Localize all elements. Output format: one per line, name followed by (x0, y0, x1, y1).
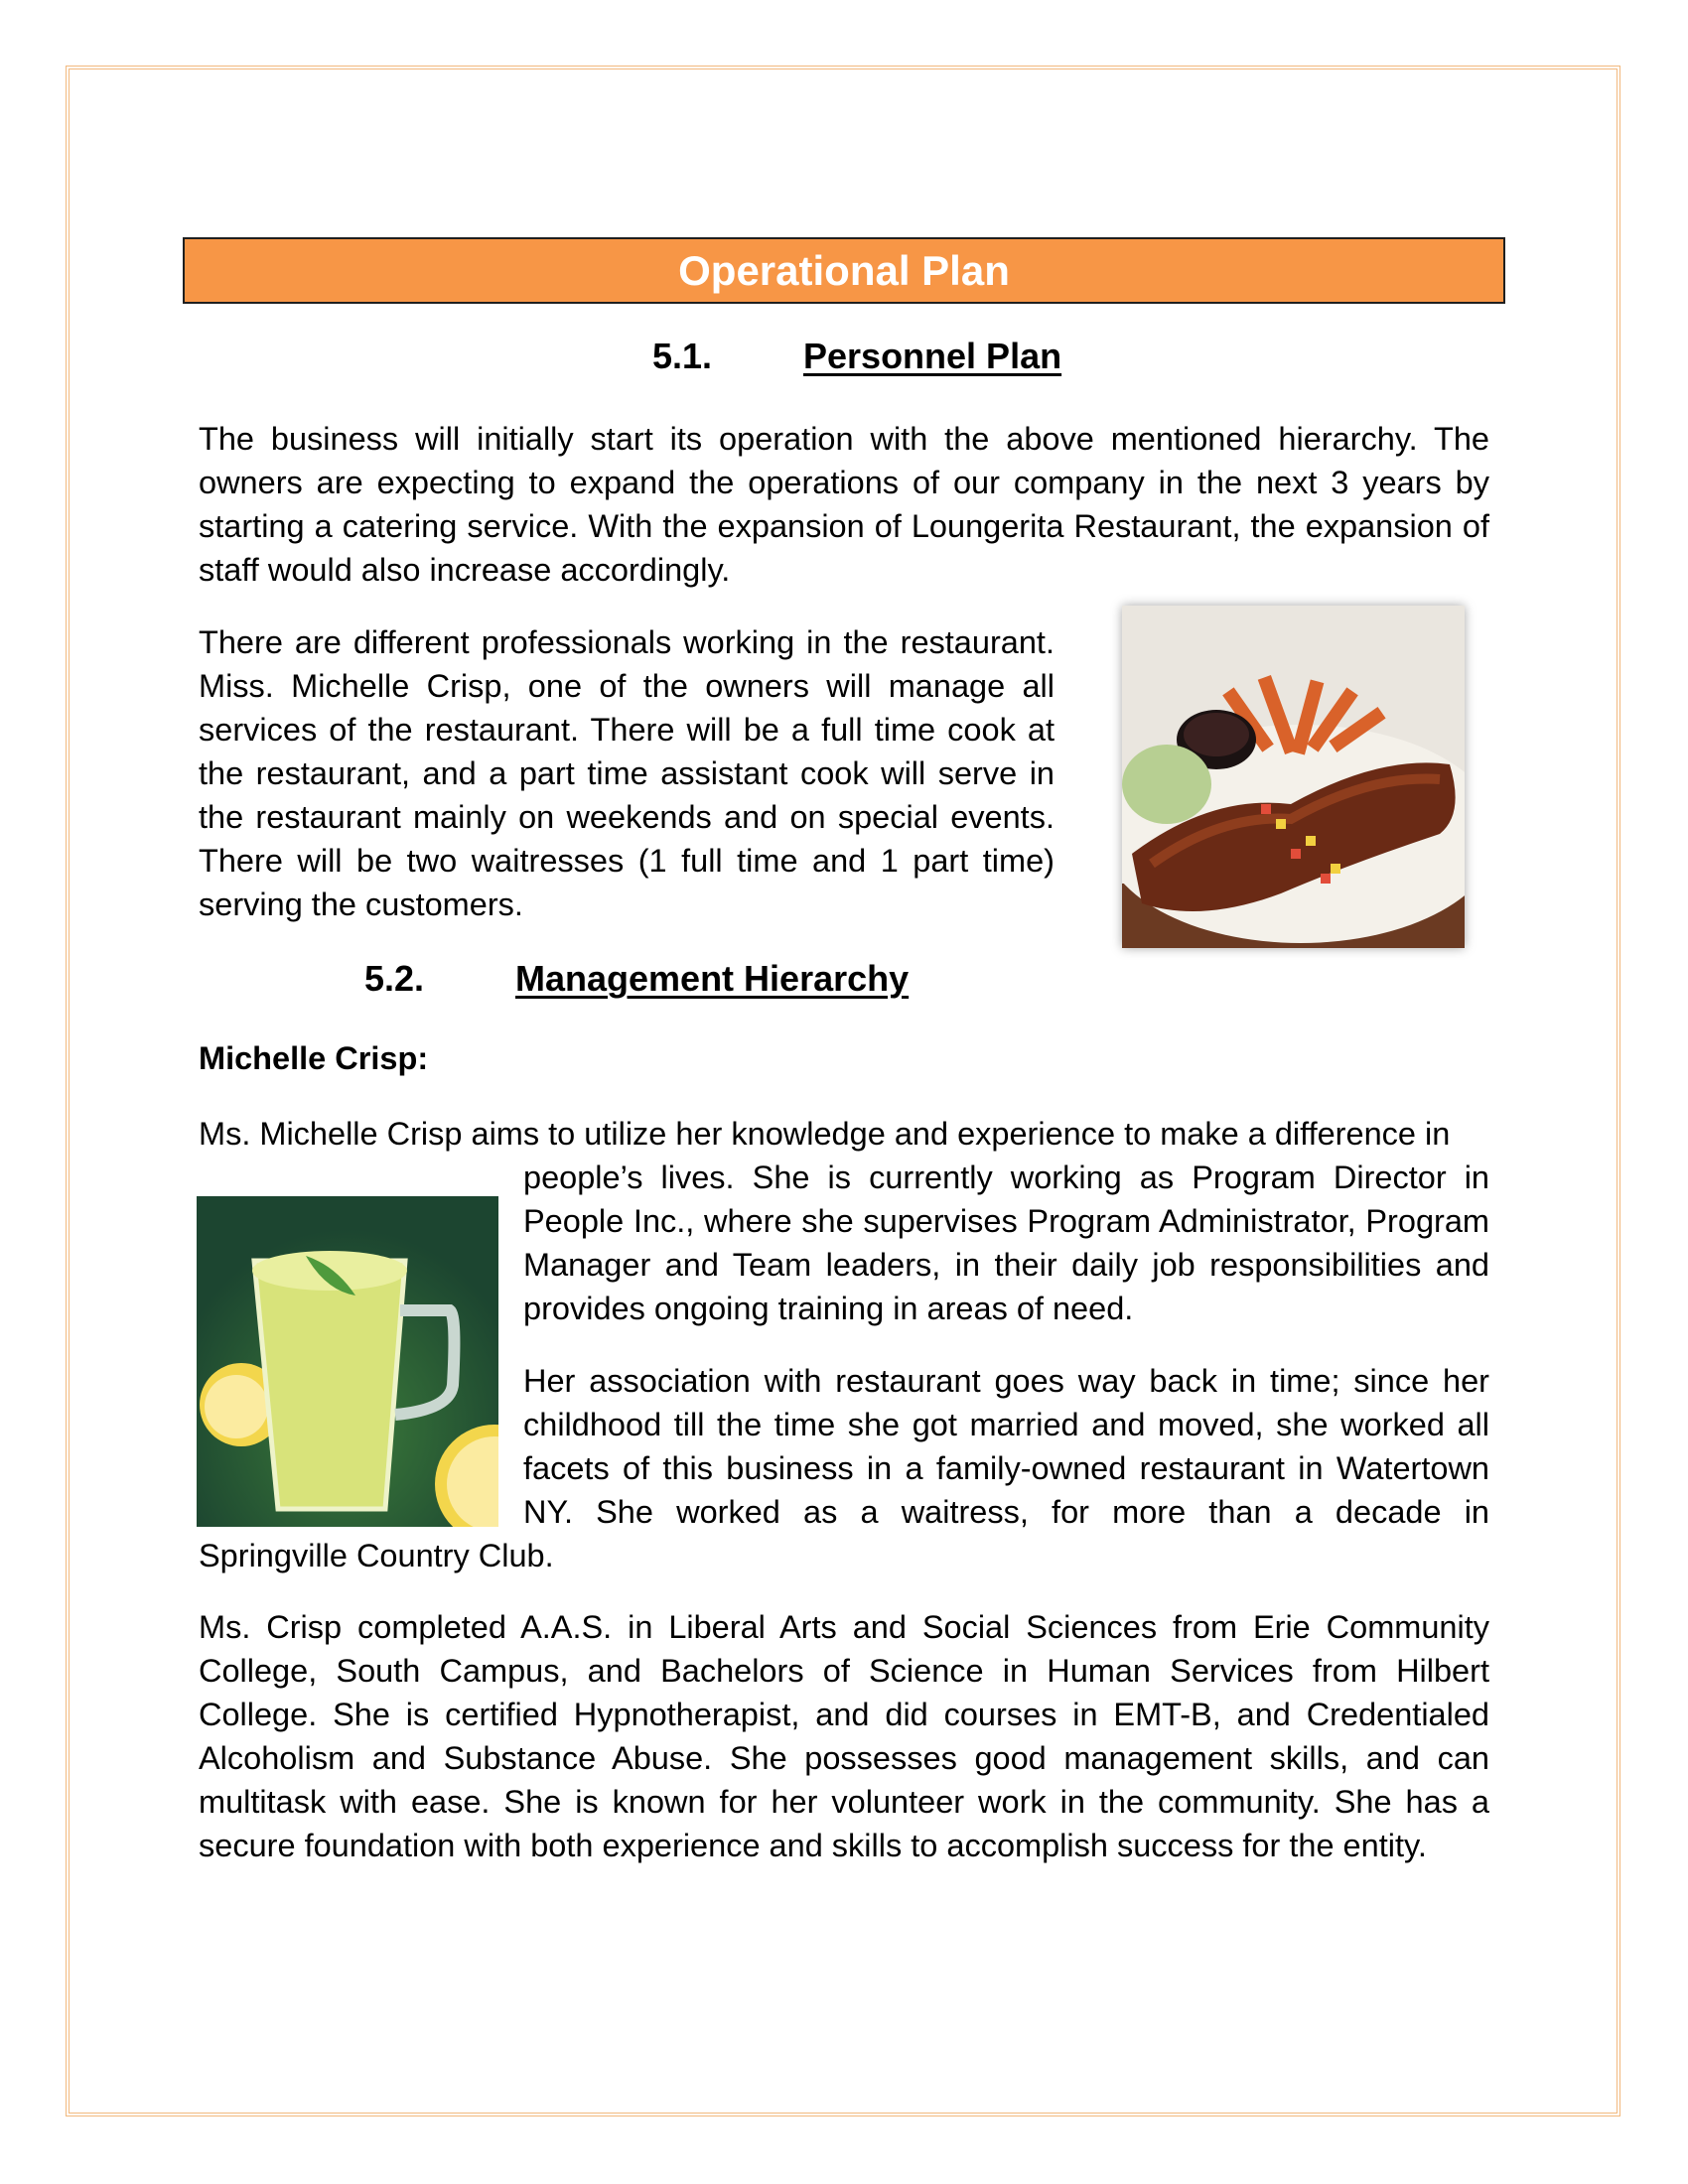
paragraph-text: Ms. Crisp completed A.A.S. in Liberal Arts and Social Sciences from Erie Community College, South Campus, and Bachelors of Science in Human Services from Hilbert College. She is certified Hypnotherapist, and did courses in EMT-B, and Credentialed Alcoholism and Substance Abuse. She possesses good management skills, and can multitask with ease. She is known for her volunteer work in the community. She has a secure foundation with both experience and skills to accomplish success for the entity. (199, 1609, 1489, 1863)
personnel-paragraph-2 (199, 620, 1055, 926)
paragraph-text: Springville Country Club. (199, 1538, 554, 1573)
education-paragraph (199, 1605, 1489, 1867)
paragraph-text: There are different professionals working in the restaurant. Miss. Michelle Crisp, one of the owners will manage all services of the restaurant. There will be a full time cook at the restaurant, and a part time assistant cook will serve in the restaurant mainly on weekends and on special events. There will be two waitresses (1 full time and 1 part time) serving the customers. (199, 624, 1055, 922)
ribs-plate-illustration (1122, 606, 1465, 948)
paragraph-text: people’s lives. She is currently working as Program Director in People Inc., where she supervises Program Administrator, Program Manager and Team leaders, in their daily job responsibilities and provides ongoing training in areas of need. (523, 1160, 1489, 1326)
paragraph-text: The business will initially start its operation with the above mentioned hierarchy. The owners are expecting to expand the operations of our company in the next 3 years by starting a catering service. With the expansion of Loungerita Restaurant, the expansion of staff would also increase accordingly. (199, 421, 1489, 588)
heading-number: 5.1. (652, 336, 713, 376)
heading-number: 5.2. (364, 958, 425, 999)
heading-personnel-plan (652, 336, 1061, 377)
person-label: Michelle Crisp: (199, 1040, 429, 1076)
heading-management-hierarchy (364, 958, 909, 1000)
bio-paragraph-tail (199, 1534, 1489, 1577)
bio-paragraph-wrapped-1 (523, 1156, 1489, 1330)
paragraph-text: Her association with restaurant goes way back in time; since her childhood till the time she got married and moved, she worked all facets of this business in a family-owned restaurant in Watertown NY. She worked as a waitress, for more than a decade in (523, 1363, 1489, 1530)
heading-title: Management Hierarchy (515, 958, 910, 999)
section-banner (183, 237, 1505, 304)
lemonade-illustration (197, 1196, 498, 1527)
paragraph-text: Ms. Michelle Crisp aims to utilize her knowledge and experience to make a difference in (199, 1116, 1451, 1152)
bio-first-line (199, 1112, 1489, 1156)
bio-paragraph-wrapped-2 (523, 1359, 1489, 1534)
personnel-paragraph-1 (199, 417, 1489, 592)
lemonade-glass-photo (197, 1196, 498, 1527)
banner-title: Operational Plan (678, 246, 1010, 294)
ribs-plate-photo (1122, 606, 1465, 948)
heading-title: Personnel Plan (803, 336, 1062, 376)
